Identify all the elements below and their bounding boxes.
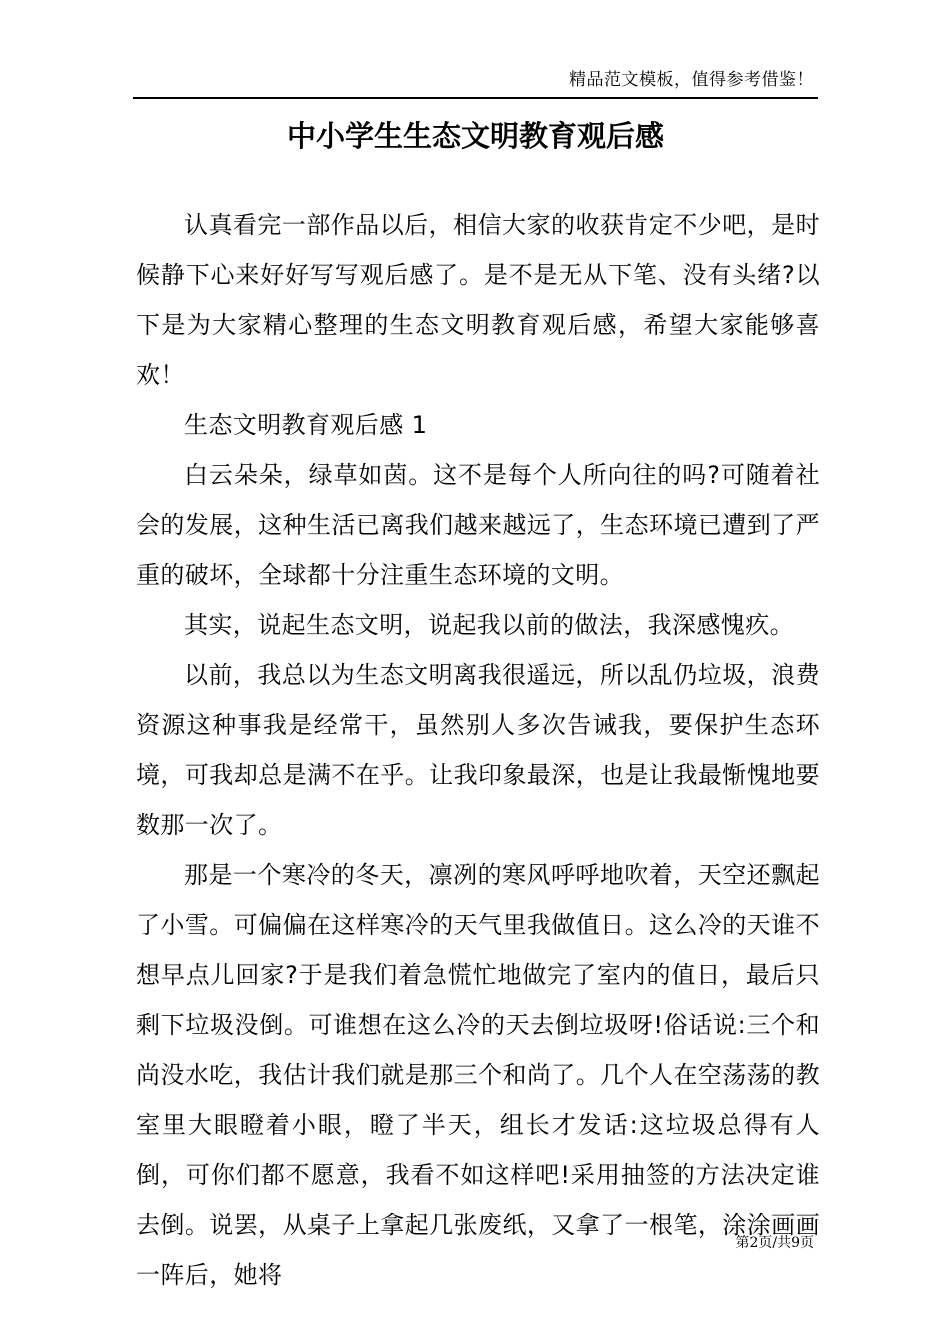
header-rule bbox=[133, 97, 818, 99]
page-number: 第2页/共9页 bbox=[735, 1235, 814, 1251]
section-heading: 生态文明教育观后感 1 bbox=[184, 411, 428, 439]
paragraph: 以前，我总以为生态文明离我很遥远，所以乱仍垃圾，浪费资源这种事我是经常干，虽然别人多次告诫我，要保护生态环境，可我却总是满不在乎。让我印象最深，也是让我最惭愧地要数那一次了。 bbox=[136, 661, 820, 839]
paragraph-intro: 认真看完一部作品以后，相信大家的收获肯定不少吧，是时候静下心来好好写写观后感了。是不是无从下笔、没有头绪?以下是为大家精心整理的生态文明教育观后感，希望大家能够喜欢！ bbox=[136, 211, 820, 389]
header-note: 精品范文模板，值得参考借鉴！ bbox=[569, 70, 814, 90]
document-body bbox=[136, 200, 820, 1300]
paragraph: 白云朵朵，绿草如茵。这不是每个人所向往的吗?可随着社会的发展，这种生活已离我们越来越远了，生态环境已遭到了严重的破坏，全球都十分注重生态环境的文明。 bbox=[136, 461, 820, 589]
document-title: 中小学生生态文明教育观后感 bbox=[286, 119, 664, 153]
paragraph: 那是一个寒冷的冬天，凛冽的寒风呼呼地吹着，天空还飘起了小雪。可偏偏在这样寒冷的天气里我做值日。这么冷的天谁不想早点儿回家?于是我们着急慌忙地做完了室内的值日，最后只剩下垃圾没倒。可谁想在这么冷的天去倒垃圾呀!俗话说:三个和尚没水吃，我估计我们就是那三个和尚了。几个人在空荡荡的教室里大眼瞪着小眼，瞪了半天，组长才发话:这垃圾总得有人倒，可你们都不愿意，我看不如这样吧!采用抽签的方法决定谁去倒。说罢，从桌子上拿起几张废纸，又拿了一根笔，涂涂画画一阵后，她将 bbox=[136, 861, 820, 1289]
paragraph: 其实，说起生态文明，说起我以前的做法，我深感愧疚。 bbox=[184, 611, 794, 639]
